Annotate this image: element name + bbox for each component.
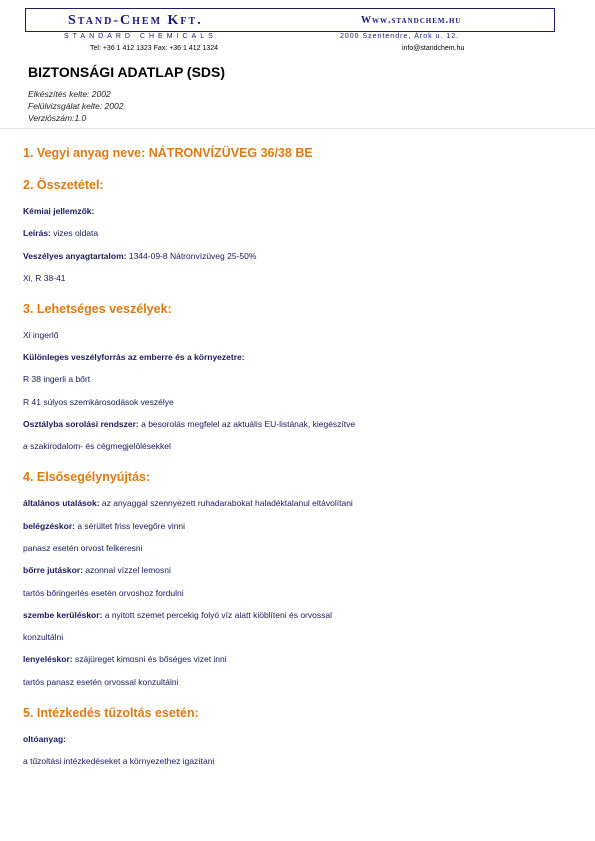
line-text: Xi ingerlő [23, 329, 59, 340]
company-name: Stand-Chem Kft. [68, 13, 203, 28]
line-text: konzultálni [23, 632, 64, 643]
section-line [23, 521, 583, 532]
section-line [23, 543, 583, 554]
section-heading: 5. Intézkedés tűzoltás esetén: [23, 705, 199, 720]
section-line [23, 228, 583, 239]
line-text: Xi, R 38-41 [23, 272, 66, 283]
section-heading: 3. Lehetséges veszélyek: [23, 301, 172, 316]
created-date: Elkészítés kelte: 2002 [28, 89, 111, 99]
document-title: BIZTONSÁGI ADATLAP (SDS) [28, 64, 226, 80]
line-text: panasz esetén orvost felkeresni [23, 542, 143, 553]
line-text: a nyitott szemet percekig folyó víz alatt kiöblíteni és orvossal [102, 609, 332, 620]
section-line [23, 632, 583, 643]
version-number: Verziószám:1.0 [28, 113, 87, 123]
line-text: az anyaggal szennyezett ruhadarabokat haladéktalanul eltávolítani [99, 498, 353, 509]
line-text: a tűzoltási intézkedéseket a környezethez igazítani [23, 756, 215, 767]
section-line [23, 374, 583, 385]
section-line [23, 397, 583, 408]
line-text: tartós bőringerlés esetén orvoshoz fordulni [23, 587, 184, 598]
section-line [23, 654, 583, 665]
section-heading: 1. Vegyi anyag neve: NÁTRONVÍZÜVEG 36/38 BE [23, 146, 313, 160]
email-text: info@standchem.hu [402, 45, 465, 52]
company-tagline: STANDARD CHEMICALS [64, 33, 217, 40]
section-line [23, 498, 583, 509]
line-label: Kémiai jellemzők: [23, 206, 95, 216]
line-label: belégzéskor: [23, 520, 75, 531]
line-text: R 41 súlyos szemkárosodások veszélye [23, 396, 174, 407]
line-label: általános utalások: [23, 498, 100, 509]
line-text: azonnal vízzel lemosni [83, 565, 171, 576]
letterhead-banner [25, 8, 555, 32]
section-line [23, 677, 583, 688]
sds-content [23, 146, 583, 778]
line-label: bőrre jutáskor: [23, 565, 83, 576]
line-label: Különleges veszélyforrás az emberre és a környezetre: [23, 352, 245, 363]
section-line [23, 251, 583, 262]
revised-date: Felülvizsgálat kelte: 2002 [28, 101, 124, 111]
section-line [23, 565, 583, 576]
line-text: a szakirodalom- és cégmegjelölésekkel [23, 441, 171, 452]
line-text: tartós panasz esetén orvossal konzultálni [23, 676, 179, 687]
phone-fax: Tel: +36 1 412 1323 Fax: +36 1 412 1324 [90, 45, 219, 52]
section-heading: 2. Összetétel: [23, 178, 104, 192]
section-line [23, 441, 583, 452]
line-label: szembe kerüléskor: [23, 609, 103, 620]
section-line [23, 734, 583, 745]
line-text: a sérültet friss levegőre vinni [74, 520, 186, 531]
section-line [23, 273, 583, 284]
line-text: R 38 ingerli a bőrt [23, 374, 91, 385]
company-address: 2000 Szentendre, Árok u. 12. [340, 33, 460, 40]
line-label: Veszélyes anyagtartalom: [23, 250, 127, 261]
section-line [23, 588, 583, 599]
section-line [23, 352, 583, 363]
section-heading: 4. Elsősegélynyújtás: [23, 470, 151, 485]
line-label: lenyeléskor: [23, 654, 73, 665]
section-line [23, 419, 583, 430]
section-line [23, 610, 583, 621]
section-line [23, 756, 583, 767]
line-text: szájüreget kimosni és bőséges vizet inni [72, 654, 227, 665]
line-text: 1344-09-8 Nátronvízüveg 25-50% [126, 250, 257, 261]
line-label: Osztályba sorolási rendszer: [23, 419, 139, 430]
section-line [23, 330, 583, 341]
header-divider [0, 128, 595, 129]
section-line [23, 206, 583, 217]
line-text: vizes oldata [50, 228, 99, 239]
document-meta [28, 88, 123, 124]
line-text: a besorolás megfelel az aktuális EU-listának, kiegészítve [138, 419, 356, 430]
website-text: Www.standchem.hu [361, 15, 462, 26]
line-label: Leírás: [23, 228, 51, 239]
line-label: oltóanyag: [23, 733, 66, 744]
